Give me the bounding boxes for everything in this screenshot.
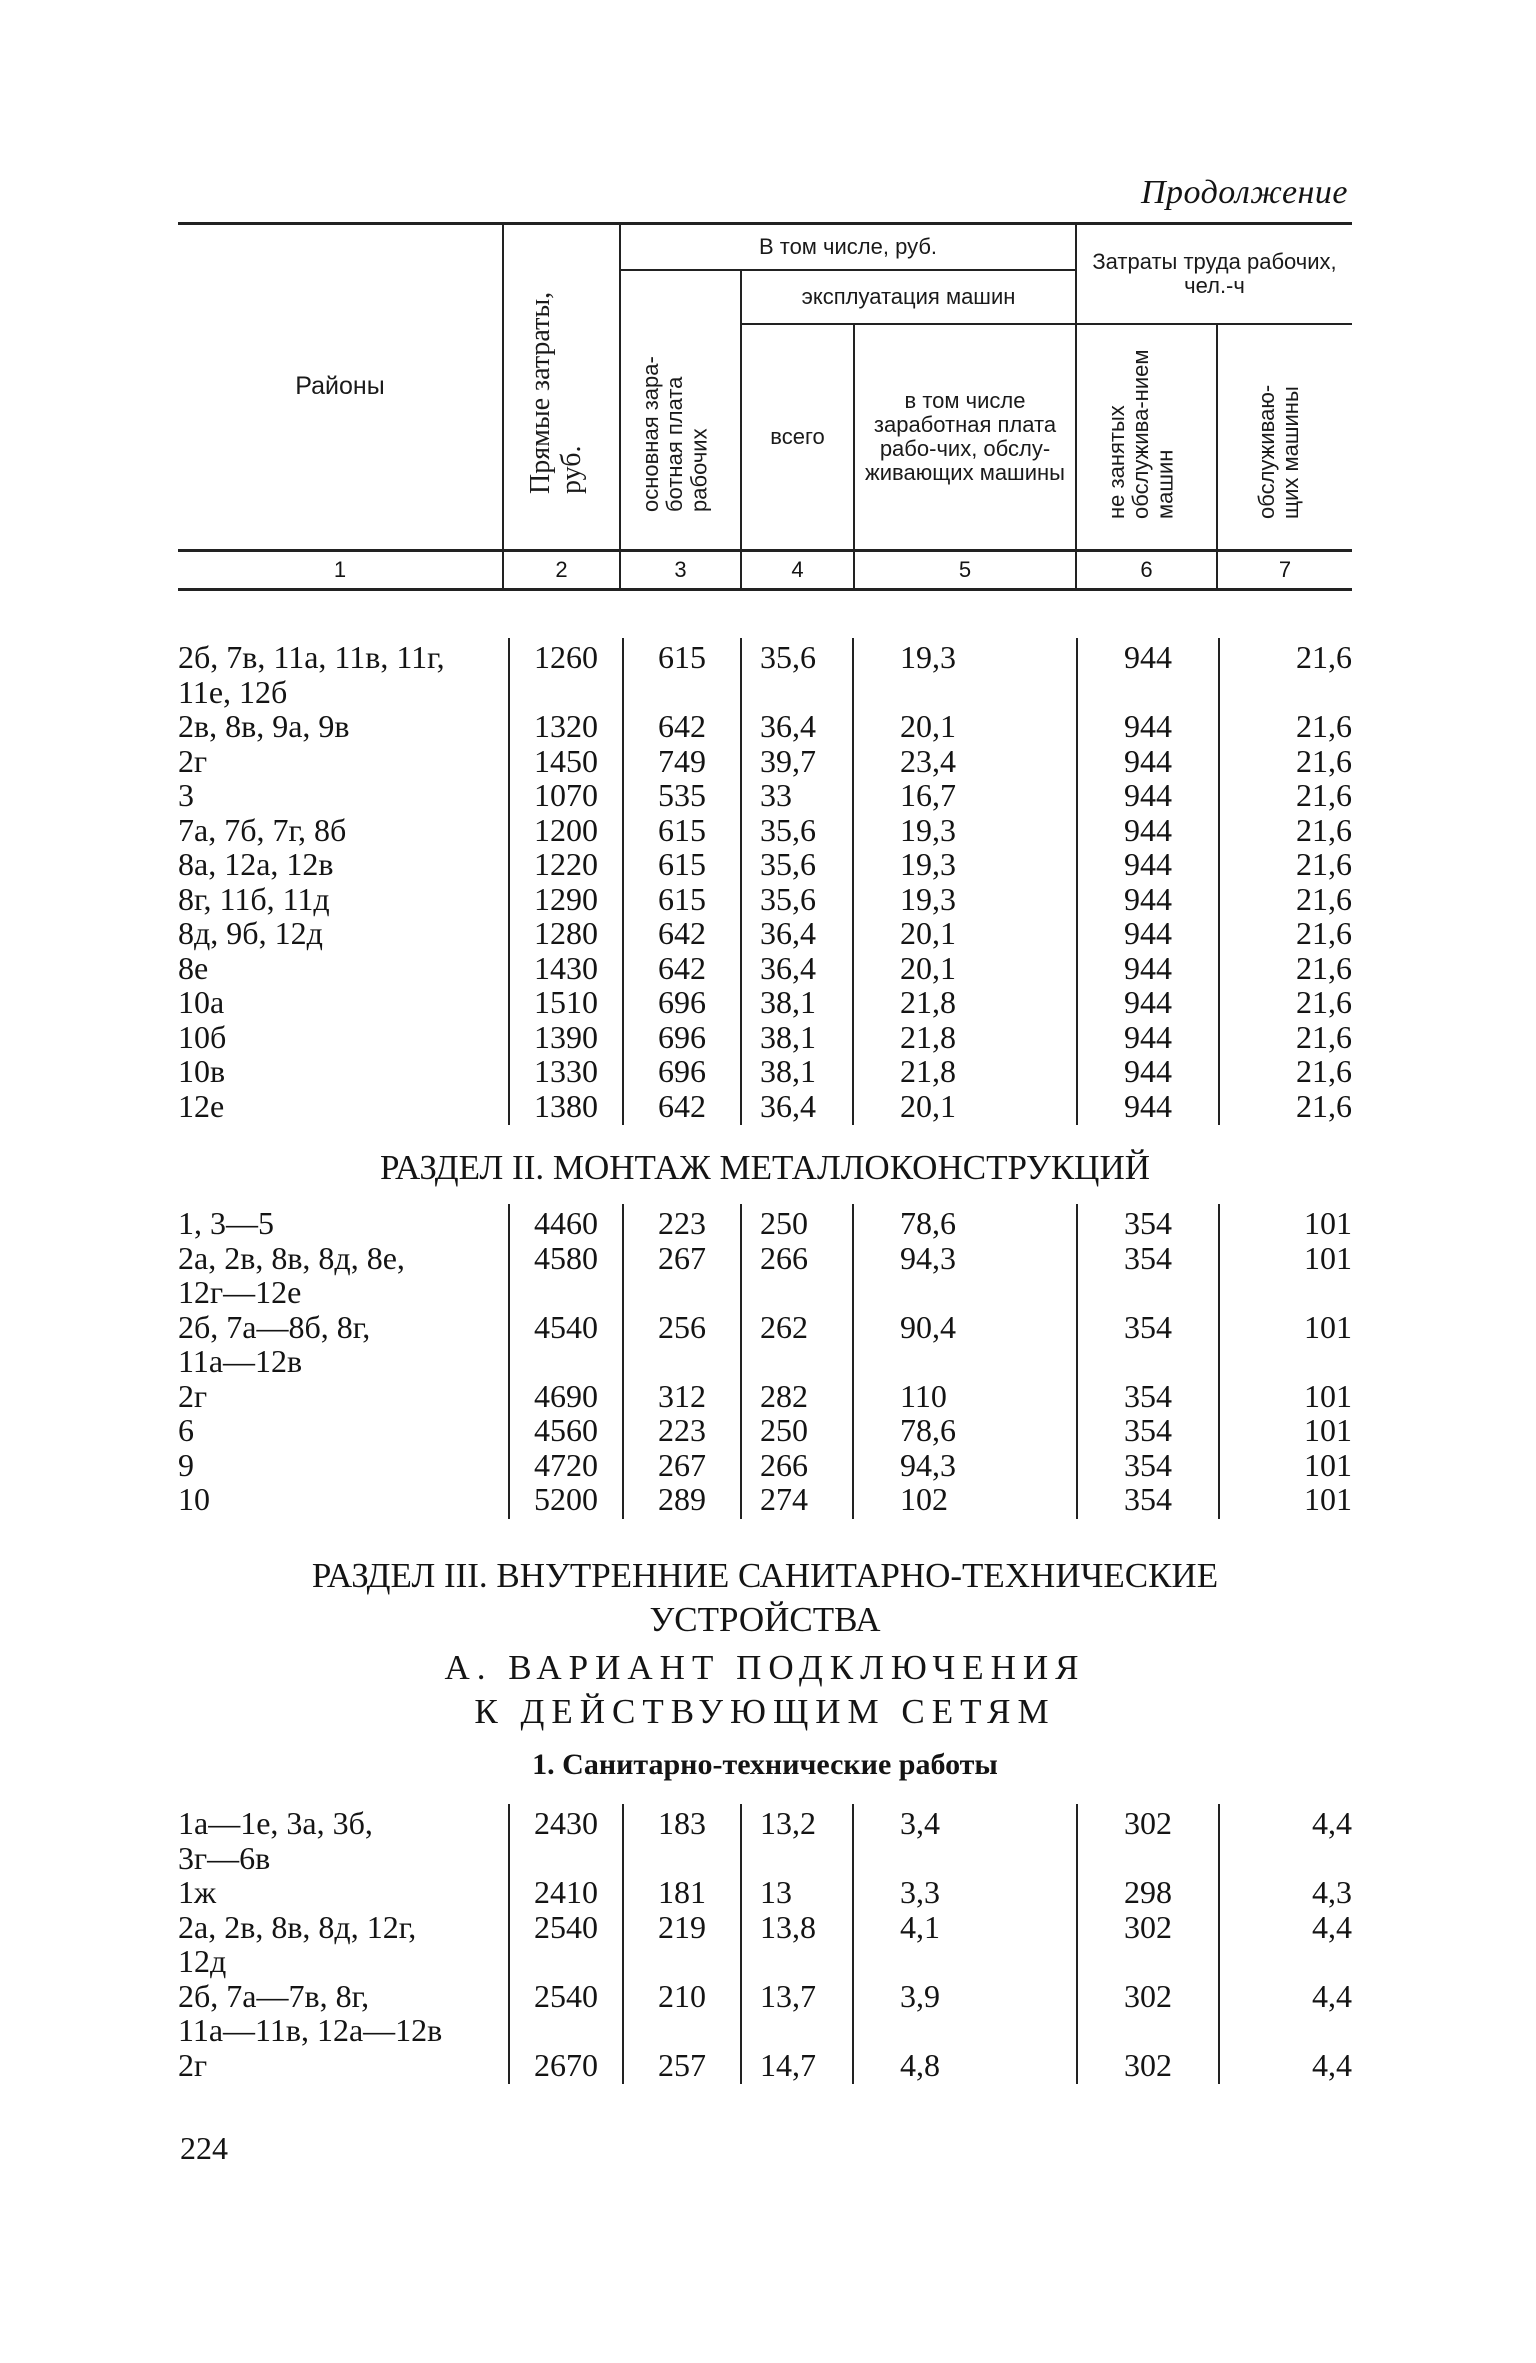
district-label: 8г, 11б, 11д bbox=[178, 880, 330, 917]
cell-c7: 21,6 bbox=[1296, 880, 1352, 917]
cell-c2: 4560 bbox=[534, 1412, 598, 1448]
cell-c4: 36,4 bbox=[760, 949, 816, 986]
cell-c7: 21,6 bbox=[1296, 915, 1352, 951]
cell-c3: 181 bbox=[658, 1874, 706, 1910]
cell-c6: 302 bbox=[1124, 1977, 1172, 2014]
district-label: 1, 3—5 bbox=[178, 1205, 274, 1241]
cell-c2: 1510 bbox=[534, 984, 598, 1020]
district-label: 10в bbox=[178, 1053, 226, 1089]
cell-c2: 2670 bbox=[534, 2046, 598, 2083]
district-label: 3г—6в bbox=[178, 1839, 271, 1876]
header-not-machine bbox=[1076, 324, 1217, 551]
cell-c5: 19,3 bbox=[900, 639, 956, 675]
cell-c2: 4460 bbox=[534, 1205, 598, 1241]
cell-c5: 90,4 bbox=[900, 1308, 956, 1345]
cell-c6: 944 bbox=[1124, 1087, 1172, 1124]
cell-c6: 944 bbox=[1124, 708, 1172, 744]
district-label: 12д bbox=[178, 1943, 227, 1979]
cell-c3: 615 bbox=[658, 811, 706, 848]
cell-c2: 1330 bbox=[534, 1053, 598, 1089]
cell-c5: 21,8 bbox=[900, 984, 956, 1020]
cell-c3: 257 bbox=[658, 2046, 706, 2083]
cell-c2: 1280 bbox=[534, 915, 598, 951]
district-label: 11а—12в bbox=[178, 1343, 303, 1379]
district-label: 2а, 2в, 8в, 8д, 12г, bbox=[178, 1908, 417, 1945]
header-direct-costs-text: Прямые затраты, руб. bbox=[524, 292, 587, 495]
cell-c4: 35,6 bbox=[760, 811, 816, 848]
cell-c7: 101 bbox=[1304, 1239, 1352, 1276]
cell-c7: 101 bbox=[1304, 1377, 1352, 1414]
cell-c7: 21,6 bbox=[1296, 742, 1352, 779]
cell-c4: 33 bbox=[760, 777, 792, 813]
column-separator bbox=[622, 638, 624, 1125]
cell-c2: 4580 bbox=[534, 1239, 598, 1276]
column-separator bbox=[1076, 638, 1078, 1125]
col-number: 1 bbox=[178, 551, 503, 590]
district-label: 2в, 8в, 9а, 9в bbox=[178, 708, 350, 744]
cell-c3: 642 bbox=[658, 1087, 706, 1124]
cell-c5: 102 bbox=[900, 1481, 948, 1517]
cell-c4: 13,2 bbox=[760, 1805, 816, 1841]
cell-c2: 2430 bbox=[534, 1805, 598, 1841]
cell-c2: 4690 bbox=[534, 1377, 598, 1414]
district-label: 8а, 12а, 12в bbox=[178, 846, 334, 882]
cell-c3: 642 bbox=[658, 949, 706, 986]
cell-c2: 1450 bbox=[534, 742, 598, 779]
cell-c6: 944 bbox=[1124, 915, 1172, 951]
cell-c7: 101 bbox=[1304, 1481, 1352, 1517]
cell-c7: 21,6 bbox=[1296, 1018, 1352, 1055]
cell-c7: 21,6 bbox=[1296, 777, 1352, 813]
cell-c6: 354 bbox=[1124, 1446, 1172, 1483]
cell-c5: 3,3 bbox=[900, 1874, 940, 1910]
cell-c4: 38,1 bbox=[760, 984, 816, 1020]
cell-c6: 298 bbox=[1124, 1874, 1172, 1910]
district-label: 8е bbox=[178, 949, 209, 986]
cell-c6: 944 bbox=[1124, 984, 1172, 1020]
cell-c3: 615 bbox=[658, 639, 706, 675]
cell-c7: 21,6 bbox=[1296, 949, 1352, 986]
cell-c4: 262 bbox=[760, 1308, 808, 1345]
cell-c6: 944 bbox=[1124, 742, 1172, 779]
cell-c7: 101 bbox=[1304, 1205, 1352, 1241]
cell-c3: 210 bbox=[658, 1977, 706, 2014]
cell-c2: 2410 bbox=[534, 1874, 598, 1910]
cell-c5: 78,6 bbox=[900, 1205, 956, 1241]
variant-title-line1: А. ВАРИАНТ ПОДКЛЮЧЕНИЯ bbox=[444, 1648, 1086, 1687]
cell-c7: 4,4 bbox=[1312, 1908, 1352, 1945]
cell-c6: 944 bbox=[1124, 846, 1172, 882]
cell-c5: 20,1 bbox=[900, 708, 956, 744]
cell-c6: 944 bbox=[1124, 1018, 1172, 1055]
cell-c7: 4,3 bbox=[1312, 1874, 1352, 1910]
header-machine-text: обслуживаю-щих машины bbox=[1254, 385, 1304, 520]
column-separator bbox=[1076, 1204, 1078, 1519]
cell-c3: 696 bbox=[658, 1053, 706, 1089]
district-label: 12г—12е bbox=[178, 1274, 302, 1310]
cell-c6: 354 bbox=[1124, 1308, 1172, 1345]
district-label: 2г bbox=[178, 1377, 208, 1414]
district-label: 12е bbox=[178, 1087, 225, 1124]
cell-c2: 1380 bbox=[534, 1087, 598, 1124]
cell-c3: 696 bbox=[658, 984, 706, 1020]
cell-c5: 4,8 bbox=[900, 2046, 940, 2083]
col-number: 5 bbox=[854, 551, 1076, 590]
cell-c4: 36,4 bbox=[760, 708, 816, 744]
district-label: 2а, 2в, 8в, 8д, 8е, bbox=[178, 1239, 405, 1276]
district-label: 3 bbox=[178, 777, 194, 813]
cell-c5: 4,1 bbox=[900, 1908, 940, 1945]
district-label: 11е, 12б bbox=[178, 673, 288, 710]
cell-c4: 36,4 bbox=[760, 1087, 816, 1124]
column-separator bbox=[622, 1804, 624, 2084]
cell-c4: 274 bbox=[760, 1481, 808, 1517]
district-label: 7а, 7б, 7г, 8б bbox=[178, 811, 347, 848]
cell-c5: 19,3 bbox=[900, 846, 956, 882]
cell-c3: 615 bbox=[658, 846, 706, 882]
cell-c4: 282 bbox=[760, 1377, 808, 1414]
cell-c7: 4,4 bbox=[1312, 1977, 1352, 2014]
cell-c2: 1220 bbox=[534, 846, 598, 882]
col-number: 7 bbox=[1217, 551, 1352, 590]
header-districts: Районы bbox=[178, 224, 503, 551]
cell-c5: 16,7 bbox=[900, 777, 956, 813]
cell-c4: 13,7 bbox=[760, 1977, 816, 2014]
cell-c2: 4540 bbox=[534, 1308, 598, 1345]
cell-c3: 267 bbox=[658, 1446, 706, 1483]
cell-c5: 20,1 bbox=[900, 949, 956, 986]
cell-c7: 101 bbox=[1304, 1412, 1352, 1448]
subsection-title: 1. Санитарно-технические работы bbox=[532, 1748, 998, 1781]
district-label: 10б bbox=[178, 1018, 227, 1055]
col-number: 3 bbox=[620, 551, 741, 590]
cell-c6: 354 bbox=[1124, 1377, 1172, 1414]
cell-c4: 38,1 bbox=[760, 1018, 816, 1055]
column-separator bbox=[1218, 1204, 1220, 1519]
cell-c6: 302 bbox=[1124, 1908, 1172, 1945]
cell-c6: 944 bbox=[1124, 949, 1172, 986]
cell-c4: 35,6 bbox=[760, 639, 816, 675]
cell-c7: 21,6 bbox=[1296, 1087, 1352, 1124]
cell-c5: 94,3 bbox=[900, 1446, 956, 1483]
column-separator bbox=[622, 1204, 624, 1519]
cell-c7: 4,4 bbox=[1312, 1805, 1352, 1841]
header-not-machine-text: не занятых обслужива-нием машин bbox=[1103, 349, 1177, 520]
column-separator bbox=[852, 1804, 854, 2084]
cell-c3: 223 bbox=[658, 1205, 706, 1241]
district-label: 2б, 7а—8б, 8г, bbox=[178, 1308, 371, 1345]
cell-c6: 354 bbox=[1124, 1412, 1172, 1448]
cell-c3: 219 bbox=[658, 1908, 706, 1945]
cell-c5: 21,8 bbox=[900, 1053, 956, 1089]
cell-c5: 19,3 bbox=[900, 880, 956, 917]
cell-c5: 19,3 bbox=[900, 811, 956, 848]
header-base-wage-text: основная зара-ботная плата рабочих bbox=[637, 356, 711, 513]
column-separator bbox=[508, 1804, 510, 2084]
cell-c6: 944 bbox=[1124, 639, 1172, 675]
cell-c5: 20,1 bbox=[900, 1087, 956, 1124]
cell-c5: 110 bbox=[900, 1377, 947, 1414]
district-label: 9 bbox=[178, 1446, 194, 1483]
cell-c2: 2540 bbox=[534, 1908, 598, 1945]
header-labor-costs: Затраты труда рабочих, чел.-ч bbox=[1076, 224, 1352, 325]
cell-c7: 4,4 bbox=[1312, 2046, 1352, 2083]
cell-c6: 302 bbox=[1124, 1805, 1172, 1841]
cell-c5: 3,4 bbox=[900, 1805, 940, 1841]
cell-c6: 944 bbox=[1124, 777, 1172, 813]
district-label: 1а—1е, 3а, 3б, bbox=[178, 1805, 373, 1841]
section3-title-line1: РАЗДЕЛ III. ВНУТРЕННИЕ САНИТАРНО-ТЕХНИЧЕСКИЕ bbox=[311, 1556, 1219, 1595]
district-label: 2г bbox=[178, 2046, 208, 2083]
cell-c4: 38,1 bbox=[760, 1053, 816, 1089]
cell-c6: 354 bbox=[1124, 1481, 1172, 1517]
section2-title: РАЗДЕЛ II. МОНТАЖ МЕТАЛЛОКОНСТРУКЦИЙ bbox=[379, 1148, 1151, 1187]
cell-c3: 267 bbox=[658, 1239, 706, 1276]
cell-c3: 696 bbox=[658, 1018, 706, 1055]
cell-c3: 615 bbox=[658, 880, 706, 917]
cell-c4: 36,4 bbox=[760, 915, 816, 951]
header-total: всего bbox=[741, 324, 854, 551]
cell-c3: 312 bbox=[658, 1377, 706, 1414]
table-header bbox=[178, 222, 1352, 591]
cell-c3: 256 bbox=[658, 1308, 706, 1345]
header-including: В том числе, руб. bbox=[620, 224, 1076, 271]
cell-c4: 39,7 bbox=[760, 742, 816, 779]
cell-c2: 1390 bbox=[534, 1018, 598, 1055]
col-number: 6 bbox=[1076, 551, 1217, 590]
cell-c4: 13 bbox=[760, 1874, 792, 1910]
cell-c7: 101 bbox=[1304, 1446, 1352, 1483]
cell-c6: 944 bbox=[1124, 880, 1172, 917]
cell-c7: 21,6 bbox=[1296, 984, 1352, 1020]
column-separator bbox=[508, 1204, 510, 1519]
cell-c3: 642 bbox=[658, 708, 706, 744]
cell-c3: 183 bbox=[658, 1805, 706, 1841]
cell-c6: 354 bbox=[1124, 1239, 1172, 1276]
district-label: 10 bbox=[178, 1481, 210, 1517]
page-number: 224 bbox=[180, 2130, 228, 2166]
district-label: 2б, 7а—7в, 8г, bbox=[178, 1977, 370, 2014]
column-separator bbox=[1218, 638, 1220, 1125]
cell-c7: 21,6 bbox=[1296, 1053, 1352, 1089]
cell-c4: 14,7 bbox=[760, 2046, 816, 2083]
column-separator bbox=[740, 1204, 742, 1519]
cell-c2: 4720 bbox=[534, 1446, 598, 1483]
section3-title-line2: УСТРОЙСТВА bbox=[649, 1600, 881, 1639]
cell-c4: 266 bbox=[760, 1239, 808, 1276]
cell-c3: 642 bbox=[658, 915, 706, 951]
column-separator bbox=[508, 638, 510, 1125]
cell-c4: 250 bbox=[760, 1205, 808, 1241]
cell-c4: 35,6 bbox=[760, 880, 816, 917]
column-separator bbox=[1076, 1804, 1078, 2084]
cell-c7: 21,6 bbox=[1296, 639, 1352, 675]
cell-c5: 21,8 bbox=[900, 1018, 956, 1055]
cell-c2: 1430 bbox=[534, 949, 598, 986]
cell-c5: 78,6 bbox=[900, 1412, 956, 1448]
cell-c5: 94,3 bbox=[900, 1239, 956, 1276]
column-separator bbox=[852, 1204, 854, 1519]
column-separator bbox=[852, 638, 854, 1125]
cell-c7: 21,6 bbox=[1296, 846, 1352, 882]
header-machine bbox=[1217, 324, 1352, 551]
cell-c7: 21,6 bbox=[1296, 811, 1352, 848]
district-label: 10а bbox=[178, 984, 225, 1020]
header-base-wage bbox=[620, 270, 741, 551]
cell-c2: 1260 bbox=[534, 639, 598, 675]
cell-c5: 23,4 bbox=[900, 742, 956, 779]
cell-c2: 1200 bbox=[534, 811, 598, 848]
cell-c4: 13,8 bbox=[760, 1908, 816, 1945]
cell-c5: 3,9 bbox=[900, 1977, 940, 2014]
variant-title-line2: К ДЕЙСТВУЮЩИМ СЕТЯМ bbox=[474, 1692, 1056, 1731]
district-label: 2г bbox=[178, 742, 208, 779]
district-label: 2б, 7в, 11а, 11в, 11г, bbox=[178, 639, 445, 675]
district-label: 6 bbox=[178, 1412, 194, 1448]
header-direct-costs bbox=[503, 224, 620, 551]
cell-c7: 21,6 bbox=[1296, 708, 1352, 744]
cell-c7: 101 bbox=[1304, 1308, 1352, 1345]
cell-c3: 749 bbox=[658, 742, 706, 779]
cell-c2: 1320 bbox=[534, 708, 598, 744]
header-machine-operation: эксплуатация машин bbox=[741, 270, 1076, 324]
cell-c4: 250 bbox=[760, 1412, 808, 1448]
cell-c3: 289 bbox=[658, 1481, 706, 1517]
col-number: 2 bbox=[503, 551, 620, 590]
cell-c3: 223 bbox=[658, 1412, 706, 1448]
cell-c5: 20,1 bbox=[900, 915, 956, 951]
cell-c2: 5200 bbox=[534, 1481, 598, 1517]
cell-c2: 1070 bbox=[534, 777, 598, 813]
column-separator bbox=[740, 638, 742, 1125]
cell-c6: 354 bbox=[1124, 1205, 1172, 1241]
district-label: 8д, 9б, 12д bbox=[178, 915, 323, 951]
header-incl-wage: в том числе заработная плата рабо-чих, обслу-живающих машины bbox=[854, 324, 1076, 551]
column-separator bbox=[1218, 1804, 1220, 2084]
cell-c6: 944 bbox=[1124, 1053, 1172, 1089]
cell-c4: 35,6 bbox=[760, 846, 816, 882]
col-number: 4 bbox=[741, 551, 854, 590]
cell-c6: 302 bbox=[1124, 2046, 1172, 2083]
cell-c3: 535 bbox=[658, 777, 706, 813]
district-label: 1ж bbox=[178, 1874, 217, 1910]
cell-c2: 2540 bbox=[534, 1977, 598, 2014]
cell-c6: 944 bbox=[1124, 811, 1172, 848]
district-label: 11а—11в, 12а—12в bbox=[178, 2012, 443, 2048]
continued-label: Продолжение bbox=[1140, 174, 1348, 211]
column-separator bbox=[740, 1804, 742, 2084]
cell-c4: 266 bbox=[760, 1446, 808, 1483]
cell-c2: 1290 bbox=[534, 880, 598, 917]
